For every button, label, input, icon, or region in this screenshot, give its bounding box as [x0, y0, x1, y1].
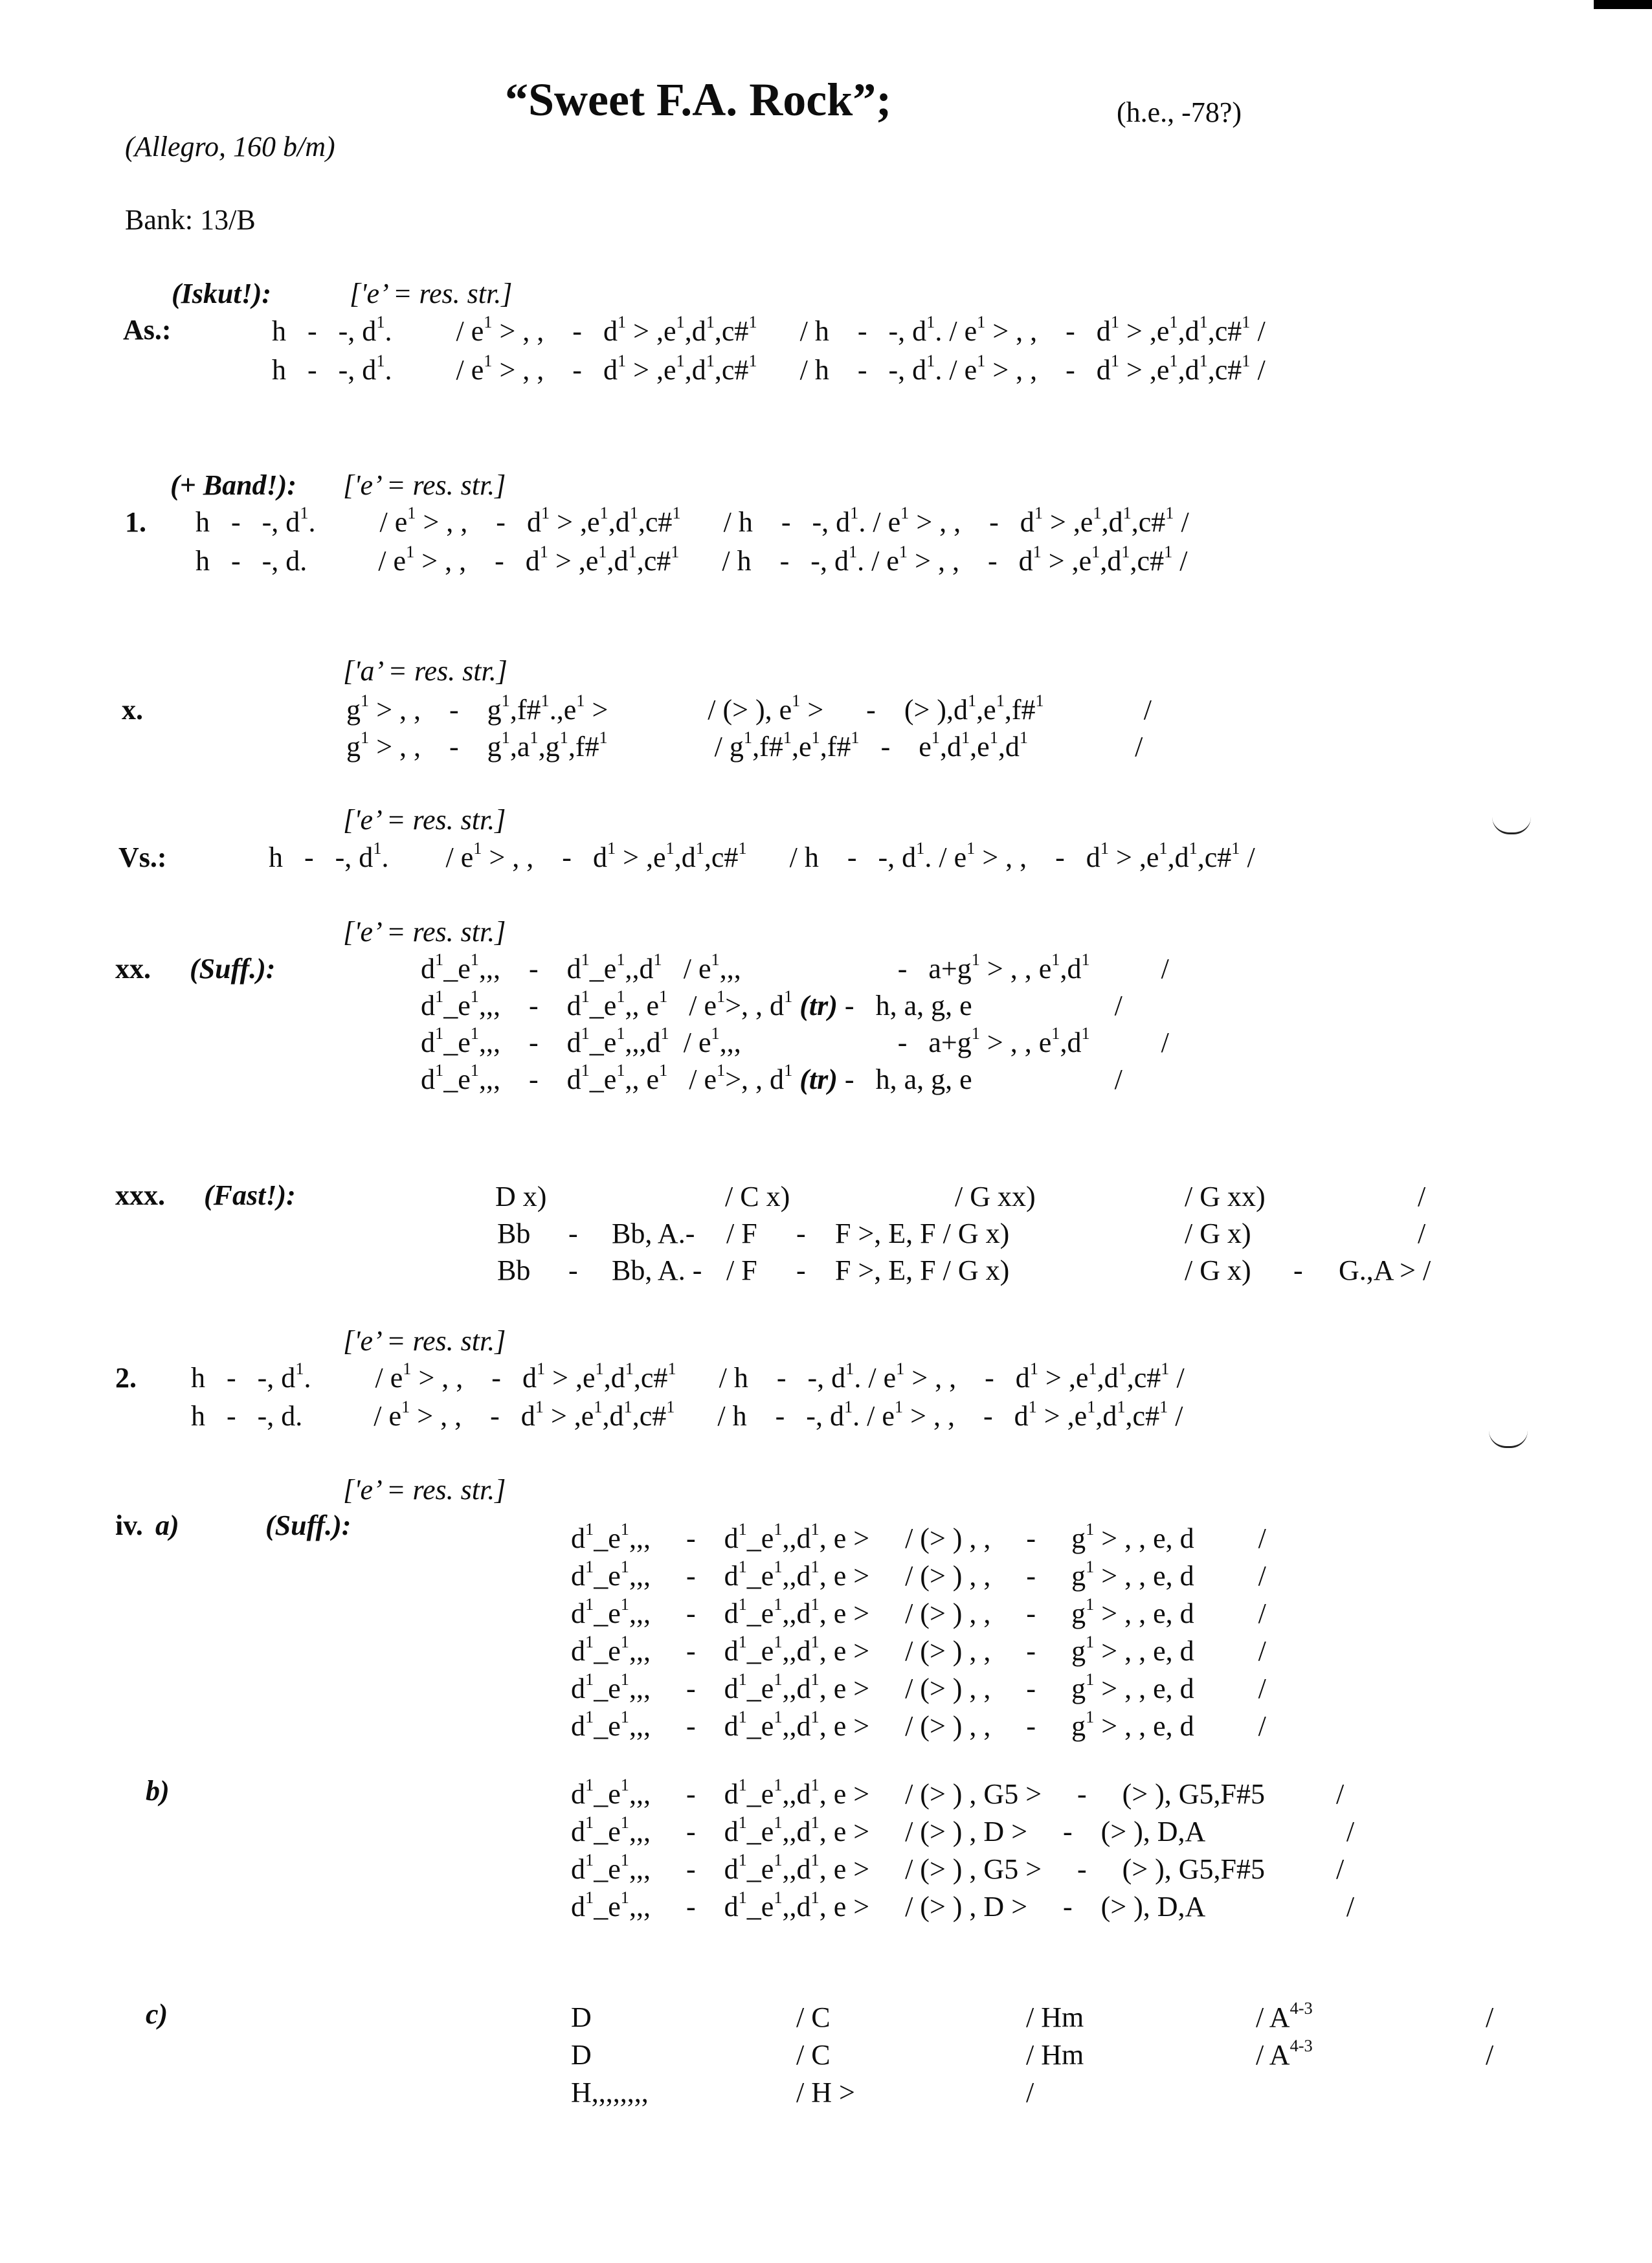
section-note-suff: (Suff.):	[190, 953, 276, 985]
scan-arc-mark	[1489, 1431, 1528, 1448]
section-label-as: As.:	[123, 314, 172, 346]
chord-cell: F >, E, F / G x)	[835, 1218, 1010, 1249]
chord-cell: /	[1418, 1181, 1426, 1212]
chord-cell: Bb	[497, 1254, 531, 1286]
res-str-note: ['e’ = res. str.]	[343, 1474, 506, 1506]
notation-line: $d^1\_e^1$,,, - $d^1\_e^1,,d^1 / e^1$,,, - $a+g^1$ > , , $e^1,d^1$ /	[421, 950, 1169, 985]
chord-cell: / G xx)	[1185, 1181, 1266, 1212]
notation-line: $d^1\_e^1$,,, - $d^1\_e^1,,d^1$, e > / (> ) , , - $g^1$ > , , e, d /	[571, 1557, 1266, 1592]
notation-line: $d^1\_e^1$,,, - $d^1\_e^1,,d^1$, e > / (> ) , , - $g^1$ > , , e, d /	[571, 1632, 1266, 1667]
chord-cell: -	[796, 1254, 806, 1286]
chord-cell: D	[571, 2039, 592, 2071]
section-label-xx: xx.	[115, 953, 151, 985]
notation-line: $d^1\_e^1$,,, - $d^1\_e^1,,d^1$, e > / (> ) , , - $g^1$ > , , e, d /	[571, 1519, 1266, 1554]
bank-label: Bank: 13/B	[125, 204, 256, 236]
res-str-note: ['e’ = res. str.]	[343, 1325, 506, 1357]
notation-line: h - -, $d^1$. / $e^1$ > , , - $d^1$ > $,e^1,d^1,c\#^1$ / h - -, $d^1$. / $e^1$ > , , - $d^1$ > $,e^1,d^1,c\#^1$ /	[195, 503, 1189, 538]
res-str-note: ['e’ = res. str.]	[343, 804, 506, 836]
chord-cell: /	[1026, 2077, 1034, 2108]
chord-cell: / C	[796, 2001, 831, 2033]
section-note-fast: (Fast!):	[204, 1179, 296, 1211]
chord-cell: -	[1293, 1254, 1303, 1286]
chord-cell: -	[568, 1218, 578, 1249]
chord-cell: / Hm	[1026, 2039, 1084, 2071]
chord-cell: / $A^{4-3}$	[1256, 2036, 1313, 2071]
notation-line: $d^1\_e^1$,,, - $d^1\_e^1,,d^1$, e > / (> ) , G5 > - (> ), G5,F#5 /	[571, 1850, 1345, 1885]
notation-line: $d^1\_e^1$,,, - $d^1\_e^1,,d^1$, e > / (> ) , G5 > - (> ), G5,F#5 /	[571, 1775, 1345, 1810]
chord-cell: G.,A > /	[1339, 1254, 1431, 1286]
notation-line: h - -, $d^1$. / $e^1$ > , , - $d^1$ > $,e^1,d^1,c\#^1$ / h - -, $d^1$. / $e^1$ > , , - $d^1$ > $,e^1,d^1,c\#^1$ /	[272, 351, 1266, 386]
scan-arc-mark	[1492, 817, 1531, 834]
notation-line: $d^1\_e^1$,,, - $d^1\_e^1,,d^1$, e > / (> ) , D > - (> ), D,A /	[571, 1812, 1355, 1847]
chord-cell: D	[571, 2001, 592, 2033]
section-note-suff: (Suff.):	[265, 1510, 352, 1541]
chord-cell: H,,,,,,,,	[571, 2077, 649, 2108]
chord-cell: /	[1486, 2039, 1494, 2071]
chord-cell: Bb	[497, 1218, 531, 1249]
res-str-note: ['e’ = res. str.]	[343, 469, 506, 501]
chord-cell: -	[796, 1218, 806, 1249]
notation-line: $g^1$ > , , - $g^1,a^1,g^1,f\#^1$ / $g^1,f\#^1,e^1,f\#^1$ - $e^1,d^1,e^1,d^1$ /	[346, 728, 1143, 763]
tempo-marking: (Allegro, 160 b/m)	[125, 131, 335, 162]
chord-cell: / Hm	[1026, 2001, 1084, 2033]
chord-cell: / G x)	[1185, 1218, 1251, 1249]
chord-cell: -	[568, 1254, 578, 1286]
notation-line: $g^1$ > , , - $g^1,f\#^1.,e^1$ > / (> ), $e^1$ > - (> )$,d^1,e^1,f\#^1$ /	[346, 691, 1152, 726]
notation-line: $d^1\_e^1$,,, - $d^1\_e^1$,, $e^1 / e^1>$, , $d^1$ (tr) - h, a, g, e /	[421, 987, 1122, 1021]
section-note-band: (+ Band!):	[170, 469, 296, 501]
chord-cell: / G xx)	[955, 1181, 1036, 1212]
chord-cell: / F	[726, 1254, 757, 1286]
section-note-iskut: (Iskut!):	[172, 278, 272, 309]
chord-cell: / H >	[796, 2077, 855, 2108]
section-label-x: x.	[122, 694, 143, 726]
notation-line: h - -, $d^1$. / $e^1$ > , , - $d^1$ > $,e^1,d^1,c\#^1$ / h - -, $d^1$. / $e^1$ > , , - $d^1$ > $,e^1,d^1,c\#^1$ /	[191, 1359, 1185, 1394]
chord-cell: /	[1418, 1218, 1426, 1249]
notation-line: h - -, $d^1$. / $e^1$ > , , - $d^1$ > $,e^1,d^1,c\#^1$ / h - -, $d^1$. / $e^1$ > , , - $d^1$ > $,e^1,d^1,c\#^1$ /	[269, 838, 1255, 873]
chord-cell: / C x)	[725, 1181, 790, 1212]
chord-cell: F >, E, F / G x)	[835, 1254, 1010, 1286]
section-label-1: 1.	[125, 506, 146, 538]
section-label-xxx: xxx.	[115, 1179, 165, 1211]
chord-cell: / C	[796, 2039, 831, 2071]
scan-edge-mark	[1594, 0, 1652, 9]
chord-cell: Bb, A. -	[612, 1254, 702, 1286]
chord-cell: /	[1486, 2001, 1494, 2033]
subsection-label-c: c)	[146, 1998, 168, 2030]
chord-cell: D x)	[495, 1181, 547, 1212]
notation-line: $d^1\_e^1$,,, - $d^1\_e^1,,,d^1 / e^1$,,, - $a+g^1$ > , , $e^1,d^1$ /	[421, 1023, 1169, 1058]
chord-cell: / $A^{4-3}$	[1256, 1998, 1313, 2033]
notation-line: $d^1\_e^1$,,, - $d^1\_e^1,,d^1$, e > / (> ) , , - $g^1$ > , , e, d /	[571, 1594, 1266, 1629]
res-str-note: ['a’ = res. str.]	[343, 655, 508, 687]
notation-line: h - -, d. / $e^1$ > , , - $d^1$ > $,e^1,d^1,c\#^1$ / h - -, $d^1$. / $e^1$ > , , - $d^1$ > $,e^1,d^1,c\#^1$ /	[195, 542, 1188, 577]
section-label-iv: iv.	[115, 1510, 143, 1541]
notation-line: $d^1\_e^1$,,, - $d^1\_e^1,,d^1$, e > / (> ) , D > - (> ), D,A /	[571, 1888, 1355, 1923]
subsection-label-a: a)	[155, 1510, 179, 1541]
page-title: “Sweet F.A. Rock”;	[505, 74, 892, 126]
notation-line: h - -, d. / $e^1$ > , , - $d^1$ > $,e^1,d^1,c\#^1$ / h - -, $d^1$. / $e^1$ > , , - $d^1$ > $,e^1,d^1,c\#^1$ /	[191, 1397, 1183, 1432]
date-note: (h.e., -78?)	[1117, 96, 1242, 128]
section-label-vs: Vs.:	[118, 842, 167, 873]
subsection-label-b: b)	[146, 1775, 170, 1807]
res-str-note: ['e’ = res. str.]	[343, 916, 506, 948]
notation-line: h - -, $d^1$. / $e^1$ > , , - $d^1$ > $,e^1,d^1,c\#^1$ / h - -, $d^1$. / $e^1$ > , , - $d^1$ > $,e^1,d^1,c\#^1$ /	[272, 312, 1266, 347]
section-label-2: 2.	[115, 1362, 137, 1394]
chord-cell: Bb, A.-	[612, 1218, 695, 1249]
notation-line: $d^1\_e^1$,,, - $d^1\_e^1,,d^1$, e > / (> ) , , - $g^1$ > , , e, d /	[571, 1707, 1266, 1742]
res-str-note: ['e’ = res. str.]	[350, 278, 513, 309]
chord-cell: / F	[726, 1218, 757, 1249]
notation-line: $d^1\_e^1$,,, - $d^1\_e^1$,, $e^1 / e^1>$, , $d^1$ (tr) - h, a, g, e /	[421, 1060, 1122, 1095]
chord-cell: / G x)	[1185, 1254, 1251, 1286]
notation-line: $d^1\_e^1$,,, - $d^1\_e^1,,d^1$, e > / (> ) , , - $g^1$ > , , e, d /	[571, 1669, 1266, 1704]
